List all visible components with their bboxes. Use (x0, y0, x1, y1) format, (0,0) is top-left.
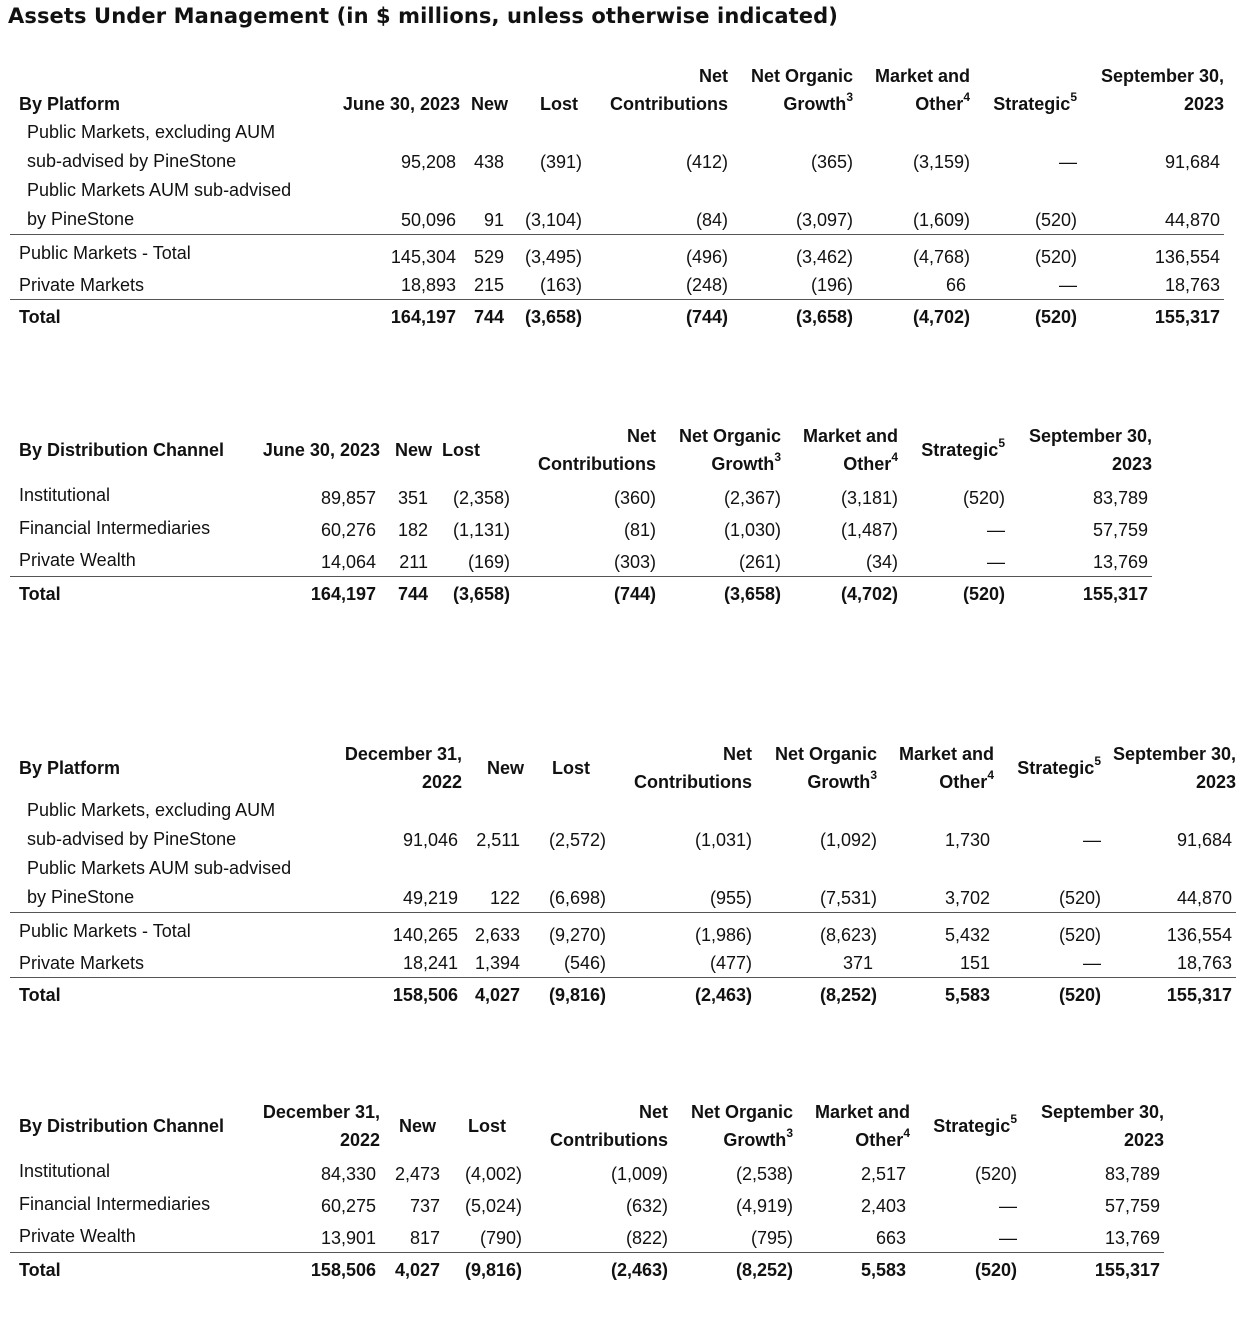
cell-market: (1,487) (840, 520, 898, 540)
cell-start: 140,265 (320, 913, 462, 950)
cell-net-organic: (3,097) (795, 210, 853, 230)
column-header-market-line1: Market and (814, 1102, 910, 1122)
cell-start: 18,893 (400, 275, 456, 295)
column-header-new: New (486, 758, 524, 778)
cell-start: 60,276 (320, 520, 376, 540)
cell-start: 18,241 (402, 953, 458, 973)
column-header-end-line1: September 30, (1100, 66, 1224, 86)
cell-net-contributions: (1,986) (610, 913, 752, 950)
table-row (10, 118, 1224, 176)
cell-strategic: (520) (994, 913, 1101, 950)
cell-net-organic: 371 (842, 953, 873, 973)
cell-lost: (5,024) (464, 1196, 522, 1216)
cell-start: 158,506 (320, 978, 462, 1013)
row-label: Public Markets - Total (10, 913, 320, 950)
cell-strategic: — (999, 1228, 1017, 1248)
cell-strategic: (520) (1034, 210, 1077, 230)
aum-by-platform-ytd-table (10, 740, 1236, 1012)
column-header-strategic: Strategic$^5$ (993, 90, 1077, 114)
cell-strategic: — (1059, 275, 1077, 295)
cell-lost: (790) (479, 1228, 522, 1248)
cell-new: 2,633 (462, 913, 524, 950)
cell-start: 164,197 (248, 577, 380, 612)
row-label: Private Markets (19, 275, 145, 295)
cell-end: 13,769 (1104, 1228, 1160, 1248)
cell-strategic: (520) (970, 300, 1077, 335)
cell-new: 4,027 (380, 1253, 444, 1288)
column-header-end-line2: 2023 (1111, 454, 1152, 474)
cell-new: 122 (489, 888, 520, 908)
cell-new: 4,027 (462, 978, 524, 1013)
row-label: Public Markets, excluding AUM sub-advised by PineStone (27, 800, 276, 849)
cell-market: 663 (875, 1228, 906, 1248)
cell-end: 57,759 (1104, 1196, 1160, 1216)
column-header-start-line1: December 31, (262, 1102, 380, 1122)
cell-net-organic: (4,919) (735, 1196, 793, 1216)
cell-strategic: (520) (994, 978, 1101, 1013)
cell-start: 91,046 (402, 830, 458, 850)
cell-net-organic: (2,367) (723, 488, 781, 508)
header-row-1 (10, 1098, 1164, 1126)
cell-net-organic: (3,658) (728, 300, 853, 335)
cell-market: 3,702 (944, 888, 990, 908)
cell-net-contributions: (496) (586, 235, 728, 272)
column-header-net-organic-line2: Growth$^3$ (783, 90, 853, 114)
cell-end: 155,317 (1077, 300, 1224, 335)
cell-market: (4,702) (781, 577, 898, 612)
column-header-start-line2: 2022 (339, 1130, 380, 1150)
column-header-start: June 30, 2023 (342, 94, 460, 114)
column-header-market-line1: Market and (802, 426, 898, 446)
cell-new: 91 (483, 210, 504, 230)
column-header-net-contributions-line1: Net (722, 744, 752, 764)
row-label: Financial Intermediaries (19, 1194, 211, 1214)
table-row (10, 512, 1152, 544)
column-header-net-organic-line2: Growth$^3$ (723, 1126, 793, 1150)
row-label: Public Markets AUM sub-advised by PineStone (27, 180, 292, 229)
cell-new: 211 (399, 552, 428, 572)
column-header-lost: Lost (552, 758, 590, 778)
cell-market: (34) (865, 552, 898, 572)
column-header-end-line2: 2023 (1183, 94, 1224, 114)
table-row (10, 854, 1236, 913)
column-header-market-line2: Other$^4$ (855, 1126, 910, 1150)
cell-lost: (9,270) (524, 913, 610, 950)
cell-strategic: — (1059, 152, 1077, 172)
column-header-label: By Platform (19, 94, 121, 114)
column-header-market-line2: Other$^4$ (939, 768, 994, 792)
cell-lost: (2,358) (452, 488, 510, 508)
column-header-market-line1: Market and (898, 744, 994, 764)
cell-net-contributions: (81) (623, 520, 656, 540)
total-row (10, 577, 1152, 612)
cell-lost: (9,816) (444, 1253, 526, 1288)
cell-market: 66 (945, 275, 966, 295)
column-header-start: June 30, 2023 (262, 440, 380, 460)
cell-net-organic: (1,030) (723, 520, 781, 540)
cell-market: 2,517 (860, 1164, 906, 1184)
cell-end: 13,769 (1092, 552, 1148, 572)
cell-net-contributions: (955) (709, 888, 752, 908)
column-header-new: New (394, 440, 432, 460)
cell-end: 91,684 (1164, 152, 1220, 172)
page-title: Assets Under Management (in $ millions, unless otherwise indicated) (8, 4, 838, 28)
column-header-lost: Lost (468, 1116, 506, 1136)
cell-lost: (163) (539, 275, 582, 295)
cell-net-contributions: (2,463) (526, 1253, 668, 1288)
aum-by-channel-quarter-table (10, 422, 1152, 611)
cell-net-contributions: (744) (586, 300, 728, 335)
cell-start: 14,064 (320, 552, 376, 572)
cell-market: (1,609) (912, 210, 970, 230)
cell-new: 1,394 (474, 953, 520, 973)
row-label: Public Markets - Total (10, 235, 320, 272)
cell-end: 155,317 (1101, 978, 1236, 1013)
column-header-net-contributions-line1: Net (638, 1102, 668, 1122)
cell-strategic: (520) (898, 577, 1005, 612)
cell-end: 155,317 (1017, 1253, 1164, 1288)
cell-market: 5,583 (793, 1253, 910, 1288)
cell-start: 50,096 (400, 210, 456, 230)
cell-lost: (3,658) (432, 577, 514, 612)
aum-by-channel-ytd-table (10, 1098, 1164, 1287)
cell-net-contributions: (360) (613, 488, 656, 508)
column-header-new: New (398, 1116, 436, 1136)
column-header-label: By Distribution Channel (19, 440, 225, 460)
cell-net-contributions: (1,009) (610, 1164, 668, 1184)
total-row (10, 978, 1236, 1013)
cell-end: 18,763 (1176, 953, 1232, 973)
header-row-1 (10, 62, 1224, 90)
cell-market: 5,432 (877, 913, 994, 950)
column-header-net-organic-line1: Net Organic (678, 426, 781, 446)
cell-net-organic: (795) (750, 1228, 793, 1248)
table-row (10, 1188, 1164, 1220)
total-row (10, 300, 1224, 335)
cell-strategic: — (987, 552, 1005, 572)
cell-lost: (1,131) (452, 520, 510, 540)
cell-net-contributions: (1,031) (694, 830, 752, 850)
cell-lost: (9,816) (524, 978, 610, 1013)
table-row (10, 1220, 1164, 1253)
cell-net-organic: (3,462) (728, 235, 853, 272)
column-header-label: By Platform (19, 758, 121, 778)
cell-end: 136,554 (1077, 235, 1224, 272)
cell-strategic: (520) (962, 488, 1005, 508)
column-header-strategic: Strategic$^5$ (933, 1112, 1017, 1136)
cell-end: 83,789 (1104, 1164, 1160, 1184)
cell-market: (3,159) (912, 152, 970, 172)
cell-strategic: (520) (910, 1253, 1017, 1288)
cell-net-organic: (365) (810, 152, 853, 172)
cell-start: 84,330 (320, 1164, 376, 1184)
row-label: Public Markets AUM sub-advised by PineStone (27, 858, 292, 907)
cell-end: 18,763 (1164, 275, 1220, 295)
table-row (10, 1154, 1164, 1188)
row-label: Private Wealth (19, 1226, 136, 1246)
aum-by-platform-quarter-table (10, 62, 1224, 334)
cell-lost: (6,698) (548, 888, 606, 908)
column-header-end-line2: 2023 (1123, 1130, 1164, 1150)
column-header-lost: Lost (540, 94, 578, 114)
column-header-net-contributions-line1: Net (626, 426, 656, 446)
cell-net-organic: (2,538) (735, 1164, 793, 1184)
column-header-net-contributions-line2: Contributions (610, 94, 728, 114)
cell-start: 49,219 (402, 888, 458, 908)
cell-lost: (2,572) (548, 830, 606, 850)
cell-new: 737 (409, 1196, 440, 1216)
row-label: Institutional (19, 1161, 111, 1181)
cell-net-contributions: (822) (625, 1228, 668, 1248)
column-header-net-contributions-line1: Net (698, 66, 728, 86)
cell-net-contributions: (84) (695, 210, 728, 230)
cell-lost: (4,002) (464, 1164, 522, 1184)
column-header-end-line2: 2023 (1195, 772, 1236, 792)
row-label: Financial Intermediaries (19, 518, 211, 538)
cell-net-organic: (8,252) (668, 1253, 793, 1288)
column-header-end-line1: September 30, (1040, 1102, 1164, 1122)
column-header-market-line2: Other$^4$ (915, 90, 970, 114)
cell-start: 158,506 (248, 1253, 380, 1288)
row-label: Public Markets, excluding AUM sub-advised by PineStone (27, 122, 276, 171)
cell-net-organic: (3,658) (656, 577, 781, 612)
column-header-strategic: Strategic$^5$ (1017, 754, 1101, 778)
cell-lost: (3,495) (508, 235, 586, 272)
column-header-net-contributions-line2: Contributions (550, 1130, 668, 1150)
cell-end: 91,684 (1176, 830, 1232, 850)
cell-strategic: — (987, 520, 1005, 540)
row-label: Private Markets (19, 953, 145, 973)
column-header-start-line2: 2022 (421, 772, 462, 792)
cell-market: 2,403 (860, 1196, 906, 1216)
cell-strategic: (520) (1058, 888, 1101, 908)
cell-end: 155,317 (1005, 577, 1152, 612)
table-row (10, 478, 1152, 512)
column-header-net-organic-line1: Net Organic (774, 744, 877, 764)
column-header-lost: Lost (442, 440, 480, 460)
table-row (10, 235, 1224, 272)
table-row (10, 176, 1224, 235)
column-header-market-line1: Market and (874, 66, 970, 86)
row-label: Institutional (19, 485, 111, 505)
column-header-net-organic-line1: Net Organic (750, 66, 853, 86)
cell-new: 182 (397, 520, 428, 540)
cell-net-contributions: (477) (709, 953, 752, 973)
cell-lost: (391) (539, 152, 582, 172)
table-row (10, 913, 1236, 950)
cell-market: (3,181) (840, 488, 898, 508)
column-header-strategic: Strategic$^5$ (921, 436, 1005, 460)
column-header-net-organic-line2: Growth$^3$ (807, 768, 877, 792)
column-header-net-organic-line1: Net Organic (690, 1102, 793, 1122)
cell-market: 151 (959, 953, 990, 973)
cell-end: 44,870 (1176, 888, 1232, 908)
cell-net-organic: (8,252) (752, 978, 877, 1013)
column-header-net-organic-line2: Growth$^3$ (711, 450, 781, 474)
cell-strategic: — (1083, 953, 1101, 973)
cell-net-organic: (261) (738, 552, 781, 572)
row-label: Total (10, 577, 248, 612)
cell-lost: (3,658) (508, 300, 586, 335)
column-header-start-line1: December 31, (344, 744, 462, 764)
cell-new: 529 (460, 235, 508, 272)
cell-market: 1,730 (944, 830, 990, 850)
cell-strategic: (520) (974, 1164, 1017, 1184)
cell-start: 89,857 (320, 488, 376, 508)
cell-lost: (3,104) (524, 210, 582, 230)
column-header-market-line2: Other$^4$ (843, 450, 898, 474)
cell-net-organic: (1,092) (819, 830, 877, 850)
cell-start: 164,197 (320, 300, 460, 335)
cell-market: (4,768) (853, 235, 970, 272)
table-row (10, 949, 1236, 978)
column-header-new: New (470, 94, 508, 114)
cell-start: 145,304 (320, 235, 460, 272)
cell-strategic: — (1083, 830, 1101, 850)
row-label: Total (10, 300, 320, 335)
cell-market: 5,583 (877, 978, 994, 1013)
cell-end: 136,554 (1101, 913, 1236, 950)
table-row (10, 796, 1236, 854)
column-header-end-line1: September 30, (1112, 744, 1236, 764)
cell-new: 215 (473, 275, 504, 295)
table-row (10, 544, 1152, 577)
header-row-1 (10, 422, 1152, 450)
cell-strategic: (520) (970, 235, 1077, 272)
column-header-net-contributions-line2: Contributions (538, 454, 656, 474)
cell-lost: (169) (467, 552, 510, 572)
cell-lost: (546) (563, 953, 606, 973)
row-label: Total (10, 978, 320, 1013)
row-label: Private Wealth (19, 550, 136, 570)
cell-net-contributions: (303) (613, 552, 656, 572)
cell-net-contributions: (248) (685, 275, 728, 295)
cell-new: 351 (397, 488, 428, 508)
cell-strategic: — (999, 1196, 1017, 1216)
cell-market: (4,702) (853, 300, 970, 335)
row-label: Total (10, 1253, 248, 1288)
cell-net-contributions: (744) (514, 577, 656, 612)
cell-net-organic: (7,531) (819, 888, 877, 908)
cell-start: 95,208 (400, 152, 456, 172)
cell-new: 438 (473, 152, 504, 172)
table-row (10, 271, 1224, 300)
cell-new: 2,473 (394, 1164, 440, 1184)
cell-net-organic: (8,623) (752, 913, 877, 950)
column-header-label: By Distribution Channel (19, 1116, 225, 1136)
cell-net-contributions: (412) (685, 152, 728, 172)
cell-end: 57,759 (1092, 520, 1148, 540)
cell-end: 83,789 (1092, 488, 1148, 508)
cell-net-contributions: (2,463) (610, 978, 752, 1013)
cell-new: 744 (460, 300, 508, 335)
cell-start: 13,901 (320, 1228, 376, 1248)
header-row-1 (10, 740, 1236, 768)
cell-new: 744 (380, 577, 432, 612)
column-header-net-contributions-line2: Contributions (634, 772, 752, 792)
cell-new: 817 (409, 1228, 440, 1248)
cell-start: 60,275 (320, 1196, 376, 1216)
cell-net-organic: (196) (810, 275, 853, 295)
total-row (10, 1253, 1164, 1288)
cell-end: 44,870 (1164, 210, 1220, 230)
column-header-end-line1: September 30, (1028, 426, 1152, 446)
cell-new: 2,511 (476, 830, 520, 850)
cell-net-contributions: (632) (625, 1196, 668, 1216)
